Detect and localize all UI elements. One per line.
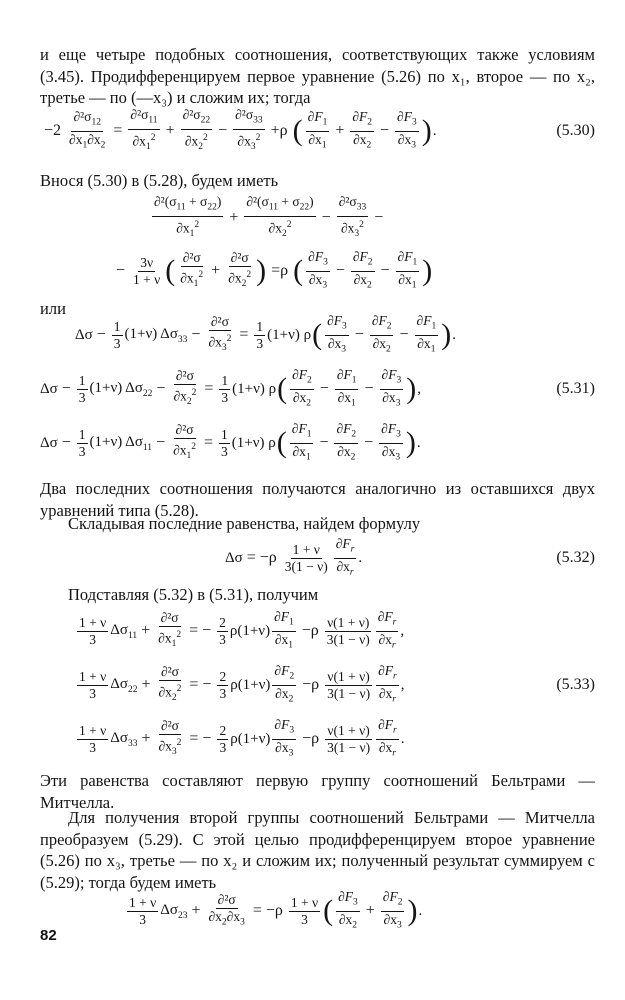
paragraph-vnosya: Внося (5.30) в (5.28), будем иметь bbox=[40, 171, 279, 190]
equation-5-32: Δσ = −ρ $\frac{1 + \nu}{3(1 - \nu)}$ $\frac{\partial F_r}{\partial x_r}$ . (5.32) bbox=[0, 535, 625, 581]
equation-5-33-row2: $\frac{1 + \nu}{3}$ $\Delta\sigma_{22}$ + $\frac{\text{∂²σ}}{\partial x_2^2}$ = − $\frac{2}{3}$ ρ(1+ν) $\frac{\partial F_2}{\partial x_2}$ −ρ $\frac{\nu(1 + \nu)}{3(1 - \nu)}$ $\frac{\partial F_r}{\partial x_r}$ , (5.33) bbox=[0, 662, 625, 708]
equation-number: (5.30) bbox=[556, 122, 595, 139]
equation-number: (5.33) bbox=[556, 676, 595, 693]
equation-number: (5.32) bbox=[556, 549, 595, 566]
equation-combined-line2: − $\frac{3\nu}{1 + \nu}$ ( $\frac{\text{∂²σ}}{\partial x_1^2}$ + $\frac{\text{∂²σ}}{\partial x_2^2}$ ) =ρ ( $\frac{\partial F_3}{\partial x_3}$ − $\frac{\partial F_2}{\partial x_2}$ − $\frac{\partial F_1}{\partial x_1}$ ) bbox=[116, 248, 433, 291]
equation-5-33-row1: $\frac{1 + \nu}{3}$ $\Delta\sigma_{11}$ + $\frac{\text{∂²σ}}{\partial x_1^2}$ = − $\frac{2}{3}$ ρ(1+ν) $\frac{\partial F_1}{\partial x_1}$ −ρ $\frac{\nu(1 + \nu)}{3(1 - \nu)}$ $\frac{\partial F_r}{\partial x_r}$ , bbox=[79, 608, 405, 651]
equation-5-33-row3: $\frac{1 + \nu}{3}$ $\Delta\sigma_{33}$ + $\frac{\text{∂²σ}}{\partial x_3^2}$ = − $\frac{2}{3}$ ρ(1+ν) $\frac{\partial F_3}{\partial x_3}$ −ρ $\frac{\nu(1 + \nu)}{3(1 - \nu)}$ $\frac{\partial F_r}{\partial x_r}$ . bbox=[79, 716, 405, 759]
equation-delta-sigma-33: Δσ − $\frac{1}{3}$ (1+ν) $\Delta\sigma_{33}$ − $\frac{\text{∂²σ}}{\partial x_3^2}$ = $\frac{1}{3}$ (1+ν) ρ ( $\frac{\partial F_3}{\partial x_3}$ − $\frac{\partial F_2}{\partial x_2}$ − $\frac{\partial F_1}{\partial x_1}$ ) . bbox=[75, 312, 456, 355]
equation-number: (5.31) bbox=[556, 380, 595, 397]
equation-delta-sigma-23: $\frac{1 + \nu}{3}$ $\Delta\sigma_{23}$ + $\frac{\text{∂²σ}}{\partial x_2\partial x_3}$ = −ρ $\frac{1 + \nu}{3}$ ( $\frac{\partial F_3}{\partial x_2}$ + $\frac{\partial F_2}{\partial x_3}$ ) . bbox=[129, 888, 423, 931]
equation-combined-line1: $\frac{\partial^2(\sigma_{11} + \sigma_{22})}{\partial x_1^2}$ + $\frac{\partial^2(\sigma_{11} + \sigma_{22})}{\partial x_2^2}$ − $\frac{\partial^2\sigma_{33}}{\partial x_3^2}$ − bbox=[154, 194, 384, 239]
equation-5-31: Δσ − $\frac{1}{3}$ (1+ν) $\Delta\sigma_{22}$ − $\frac{\text{∂²σ}}{\partial x_2^2}$ = $\frac{1}{3}$ (1+ν) ρ ( $\frac{\partial F_2}{\partial x_2}$ − $\frac{\partial F_1}{\partial x_1}$ − $\frac{\partial F_3}{\partial x_3}$ ) , (5.31) bbox=[0, 366, 625, 412]
equation-5-30: −2 $\frac{\partial^2\sigma_{12}}{\partial x_1\partial x_2}$ = $\frac{\partial^2\sigma_{11}}{\partial x_1^2}$ + $\frac{\partial^2\sigma_{22}}{\partial x_2^2}$ − $\frac{\partial^2\sigma_{33}}{\partial x_3^2}$ +ρ ( $\frac{\partial F_1}{\partial x_1}$ + $\frac{\partial F_2}{\partial x_2}$ − $\frac{\partial F_3}{\partial x_3}$ ) . (5.30) bbox=[0, 108, 625, 154]
page-number: 82 bbox=[40, 927, 57, 944]
paragraph-eti-ravenstva: Эти равенства составляют первую группу соотношений Бельтрами — Митчелла. bbox=[40, 771, 595, 812]
paragraph-skladyvaya: Складывая последние равенства, найдем формулу bbox=[68, 514, 421, 533]
paragraph-intro: и еще четыре подобных соотношения, соответствующих также условиям (3.45). Продифференцируем первое уравнение (5.26) по x₁, второе — по x₂, третье — по (—x₃) и сложим их; тогда bbox=[40, 45, 595, 107]
paragraph-dva-poslednikh: Два последних соотношения получаются аналогично из оставшихся двух уравнений типа (5.28). bbox=[40, 479, 595, 520]
paragraph-dlya-polucheniya: Для получения второй группы соотношений Бельтрами — Митчелла преобразуем (5.29). С этой целью продифференцируем второе уравнение (5.26) по x₃, третье — по x₂ и сложим их; полученный результат суммируем с (5.29); тогда будем иметь bbox=[40, 808, 595, 892]
paragraph-ili: или bbox=[40, 299, 66, 318]
equation-delta-sigma-11: Δσ − $\frac{1}{3}$ (1+ν) $\Delta\sigma_{11}$ − $\frac{\text{∂²σ}}{\partial x_1^2}$ = $\frac{1}{3}$ (1+ν) ρ ( $\frac{\partial F_1}{\partial x_1}$ − $\frac{\partial F_2}{\partial x_2}$ − $\frac{\partial F_3}{\partial x_3}$ ) . bbox=[40, 420, 421, 463]
paragraph-podstavlyaya: Подставляя (5.32) в (5.31), получим bbox=[68, 585, 319, 604]
